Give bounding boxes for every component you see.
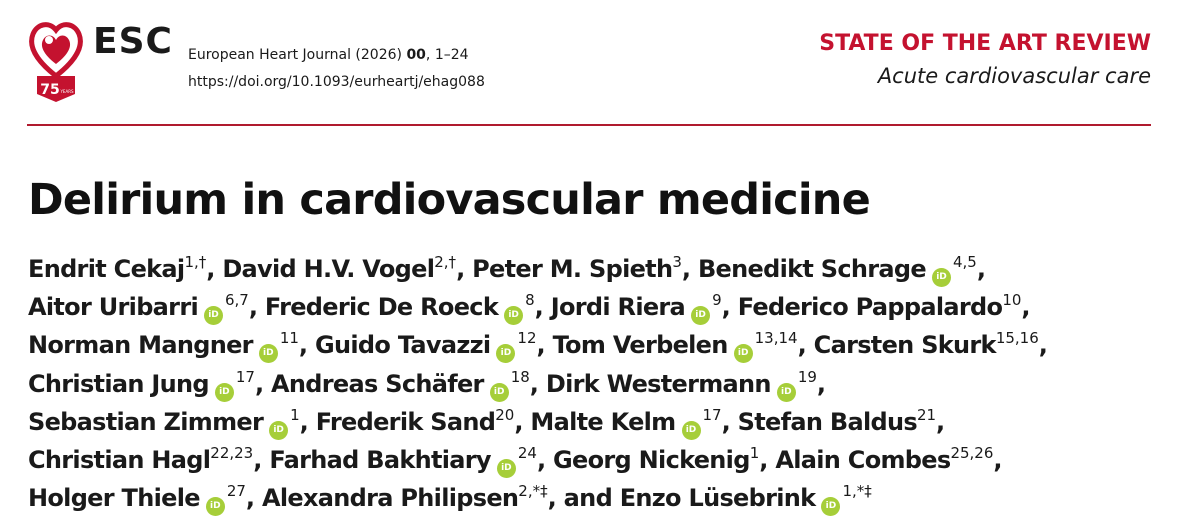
orcid-icon[interactable]: iD [206,497,225,516]
orcid-icon[interactable]: iD [204,306,223,325]
author-separator: , [529,369,539,398]
author[interactable] [315,405,523,436]
author-line [28,328,1178,366]
author-separator: , [248,293,258,322]
header-divider [27,124,1151,126]
author[interactable] [545,367,826,398]
author-separator: , [536,446,546,475]
journal-year: (2026) [355,47,402,63]
author[interactable] [698,255,985,283]
orcid-icon[interactable]: iD [496,344,515,363]
affiliation-marker: 12 [517,329,537,348]
journal-citation [188,42,485,96]
author[interactable] [472,255,690,283]
author[interactable] [530,405,731,436]
society-abbreviation: ESC [93,21,173,62]
author-separator: , [721,293,731,322]
affiliation-marker: 1 [290,405,300,424]
author-name: Jordi Riera [550,293,686,322]
author-name: Holger Thiele [28,484,200,513]
affiliation-marker: 9 [712,291,722,310]
author[interactable] [28,405,309,436]
article-type: STATE OF THE ART REVIEW [819,31,1151,56]
orcid-icon[interactable]: iD [682,421,701,440]
author-name: David H.V. Vogel [222,255,435,283]
article-section: Acute cardiovascular care [877,64,1151,88]
author-separator: , [534,293,544,322]
author-name: Carsten Skurk [813,331,996,360]
author-name: Guido Tavazzi [314,331,491,360]
author-line [28,443,1178,481]
author-separator: , [1021,293,1030,322]
author-separator: , [536,331,545,360]
affiliation-marker: 11 [279,329,299,348]
author-name: Georg Nickenig [553,446,750,475]
affiliation-marker: 3 [672,253,682,271]
journal-pages: , 1–24 [425,47,469,63]
affiliation-marker: 1 [749,444,760,463]
author-name: Federico Pappalardo [737,293,1003,322]
affiliation-marker: 18 [510,367,530,386]
author-line [28,252,1178,290]
affiliation-marker: 21 [916,405,937,424]
author-separator: , [1038,331,1048,360]
author[interactable] [271,367,539,398]
author-name: Benedikt Schrage [697,255,926,283]
author[interactable] [262,484,612,512]
author[interactable] [737,405,945,436]
author-name: Enzo Lüsebrink [619,484,816,513]
author-name: Stefan Baldus [737,407,917,436]
journal-name: European Heart Journal [188,47,351,63]
author-separator: , [976,255,986,283]
author-separator: , [245,484,255,513]
author-name: Norman Mangner [28,331,253,360]
doi-link[interactable]: https://doi.org/10.1093/eurheartj/ehag088 [188,74,485,90]
author-separator: , [993,446,1002,475]
author-name: Frederic De Roeck [264,293,499,322]
author[interactable] [222,255,464,283]
author-separator: , [797,331,807,360]
author[interactable] [28,331,307,359]
author-line [28,367,1178,405]
author-name: Aitor Uribarri [28,293,198,322]
author-separator: , [936,407,945,436]
author-separator: , [254,369,264,398]
affiliation-marker: 17 [235,367,255,386]
journal-volume: 00 [406,47,426,63]
author-name: Christian Jung [28,369,209,398]
author[interactable] [738,293,1030,321]
orcid-icon[interactable]: iD [490,383,509,402]
author[interactable] [551,293,730,321]
affiliation-marker: 15,16 [995,329,1039,348]
affiliation-marker: 13,14 [754,329,798,348]
author[interactable] [553,446,768,474]
affiliation-marker: 8 [525,291,535,310]
author[interactable] [775,446,1002,474]
author-name: Dirk Westermann [545,369,771,398]
author-separator: , [299,407,309,436]
author-separator: , and [547,484,613,513]
affiliation-marker: 17 [702,405,722,424]
affiliation-marker: 4,5 [952,253,977,271]
logo-75-text: 75 [40,82,60,98]
author-name: Tom Verbelen [552,331,728,360]
orcid-icon[interactable]: iD [777,383,796,402]
author-name: Alain Combes [775,446,951,475]
author-name: Malte Kelm [530,407,676,436]
author-separator: , [514,407,523,436]
author[interactable] [28,293,257,321]
author[interactable] [315,331,545,359]
author-name: Christian Hagl [28,446,211,475]
orcid-icon[interactable]: iD [269,421,288,440]
affiliation-marker: 6,7 [224,291,249,310]
affiliation-marker: 2,† [434,253,457,271]
affiliation-marker: 2,*‡ [518,482,548,501]
author-separator: , [816,369,826,398]
author[interactable] [28,446,262,474]
author-list [28,252,1178,519]
author-separator: , [681,255,691,283]
affiliation-marker: 20 [495,405,515,424]
article-title: Delirium in cardiovascular medicine [28,175,870,225]
author-separator: , [253,446,262,475]
author[interactable] [265,293,543,321]
affiliation-marker: 24 [517,444,537,463]
journal-reference [188,42,485,69]
logo-years-text: YEARS [60,89,74,94]
author[interactable] [28,367,264,398]
author-name: Endrit Cekaj [28,255,185,283]
orcid-icon[interactable]: iD [821,497,840,516]
orcid-icon[interactable]: iD [691,306,710,325]
author-line [28,481,1178,519]
author-separator: , [298,331,308,360]
author-line [28,405,1178,443]
author[interactable] [269,446,545,474]
author[interactable] [814,331,1048,359]
orcid-icon[interactable]: iD [215,383,234,402]
orcid-icon[interactable]: iD [932,268,951,287]
author-separator: , [721,407,731,436]
author-name: Peter M. Spieth [472,255,673,283]
affiliation-marker: 19 [797,367,817,386]
author-name: Alexandra Philipsen [262,484,519,513]
author[interactable] [620,484,872,512]
author[interactable] [553,331,806,359]
author-name: Farhad Bakhtiary [269,446,491,475]
affiliation-marker: 1,† [184,253,207,271]
esc-75-years-logo [27,16,85,102]
affiliation-marker: 27 [226,482,246,501]
affiliation-marker: 22,23 [210,444,254,463]
orcid-icon[interactable]: iD [734,344,753,363]
author-name: Frederik Sand [315,407,496,436]
author-name: Andreas Schäfer [271,369,484,398]
author-separator: , [206,255,215,283]
author[interactable] [28,255,215,283]
author-line [28,290,1178,328]
orcid-icon[interactable]: iD [259,344,278,363]
author-name: Sebastian Zimmer [28,407,264,436]
affiliation-marker: 1,*‡ [842,482,872,501]
author-separator: , [759,446,768,475]
orcid-icon[interactable]: iD [497,459,516,478]
author[interactable] [28,484,254,512]
affiliation-marker: 25,26 [950,444,994,463]
article-type-block [819,30,1151,94]
affiliation-marker: 10 [1002,291,1022,310]
orcid-icon[interactable]: iD [504,306,523,325]
author-separator: , [456,255,465,283]
